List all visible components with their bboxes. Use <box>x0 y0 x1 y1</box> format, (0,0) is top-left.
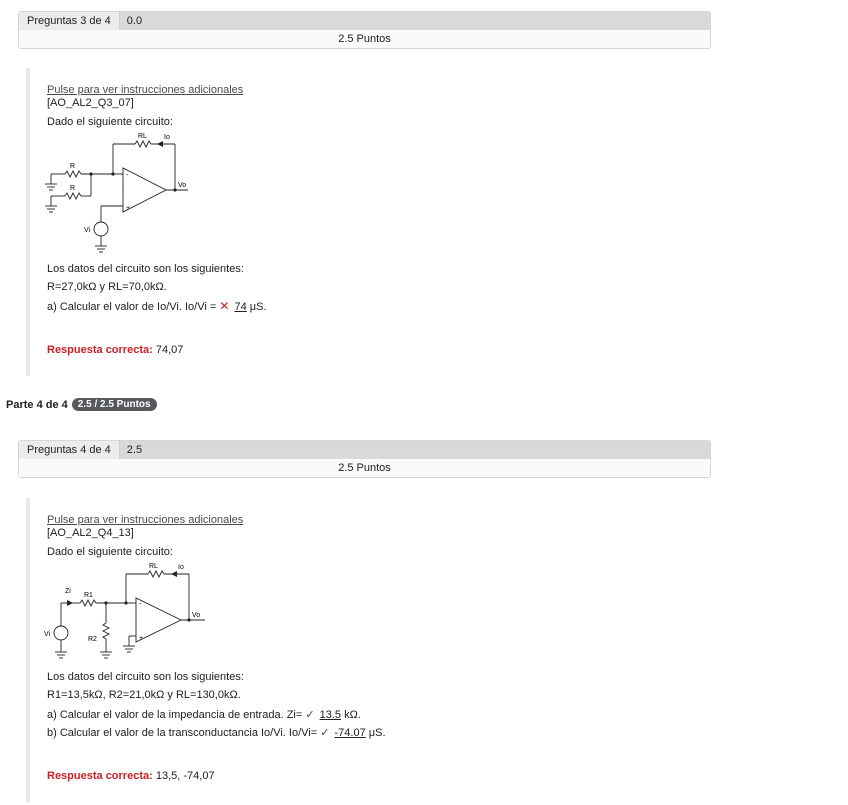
question-3-label: Preguntas 3 de 4 <box>19 12 120 30</box>
part-4-score-badge: 2.5 / 2.5 Puntos <box>72 398 157 411</box>
label-rl: RL <box>138 133 147 140</box>
question-4-answer-a: 13.5 <box>319 709 342 721</box>
label-r-bottom: R <box>70 185 76 192</box>
question-4-part-b-text: b) Calcular el valor de la transconductancia Io/Vi. Io/Vi= <box>47 727 321 739</box>
label-vi: Vi <box>84 227 91 234</box>
question-3-data-values: R=27,0kΩ y RL=70,0kΩ. <box>47 281 167 293</box>
question-4-unit-a: kΩ. <box>344 709 361 721</box>
question-3-intro: Dado el siguiente circuito: <box>47 116 173 128</box>
question-3-code: [AO_AL2_Q3_07] <box>47 97 134 109</box>
question-4-answer-b: -74.07 <box>334 727 366 739</box>
label-vo: Vo <box>178 182 187 189</box>
part-4-heading <box>6 398 157 411</box>
question-4-correct-label: Respuesta correcta: <box>47 770 153 782</box>
question-3-part-a <box>47 299 267 313</box>
question-4-part-a <box>47 708 361 721</box>
question-3-points: 2.5 Puntos <box>19 30 710 48</box>
question-4-correct <box>47 770 215 782</box>
question-3-instructions-link[interactable]: Pulse para ver instrucciones adicionales <box>47 84 244 96</box>
question-4-score: 2.5 <box>126 444 143 456</box>
part-4-label: Parte 4 de 4 <box>6 398 68 411</box>
label-plus: + <box>126 205 131 212</box>
question-4-label: Preguntas 4 de 4 <box>19 441 120 459</box>
label-r1: R1 <box>84 592 93 599</box>
question-4-header <box>18 440 711 478</box>
question-4-intro: Dado el siguiente circuito: <box>47 546 173 558</box>
label-io: Io <box>164 134 170 141</box>
label-vi: Vi <box>44 631 51 638</box>
question-4-data-values: R1=13,5kΩ, R2=21,0kΩ y RL=130,0kΩ. <box>47 689 241 701</box>
circuit-diagram-q4 <box>43 560 208 670</box>
question-4-data-intro: Los datos del circuito son los siguientes: <box>47 671 244 683</box>
label-minus: - <box>126 172 129 179</box>
question-3-header <box>18 11 711 49</box>
label-minus: - <box>139 601 142 608</box>
question-4-part-b <box>47 726 386 739</box>
label-r-top: R <box>70 163 76 170</box>
question-4-points: 2.5 Puntos <box>19 459 710 477</box>
label-rl: RL <box>149 563 158 570</box>
x-mark-icon: ✕ <box>219 299 230 313</box>
circuit-diagram-q3 <box>43 130 193 260</box>
label-io: Io <box>178 564 184 571</box>
question-3-correct-value: 74,07 <box>155 344 184 356</box>
question-4-code: [AO_AL2_Q4_13] <box>47 527 134 539</box>
question-3-answer-a: 74 <box>234 301 247 313</box>
label-r2: R2 <box>88 636 97 643</box>
question-4-unit-b: μS. <box>368 727 386 739</box>
question-3-data-intro: Los datos del circuito son los siguientes: <box>47 263 244 275</box>
question-3-correct <box>47 344 183 356</box>
question-4-body <box>26 498 786 803</box>
question-4-part-a-text: a) Calcular el valor de la impedancia de entrada. Zi= <box>47 709 306 721</box>
label-zi: Zi <box>65 588 71 595</box>
question-4-correct-value: 13,5, -74,07 <box>155 770 215 782</box>
label-plus: + <box>139 635 144 642</box>
question-3-part-a-text: a) Calcular el valor de Io/Vi. Io/Vi = <box>47 301 220 313</box>
question-3-score: 0.0 <box>126 15 143 27</box>
check-mark-icon: ✓ <box>320 727 330 739</box>
label-vo: Vo <box>192 612 201 619</box>
question-3-unit-a: μS. <box>249 301 267 313</box>
question-4-instructions-link[interactable]: Pulse para ver instrucciones adicionales <box>47 514 244 526</box>
question-3-body <box>26 68 786 376</box>
question-3-correct-label: Respuesta correcta: <box>47 344 153 356</box>
check-mark-icon: ✓ <box>305 709 315 721</box>
